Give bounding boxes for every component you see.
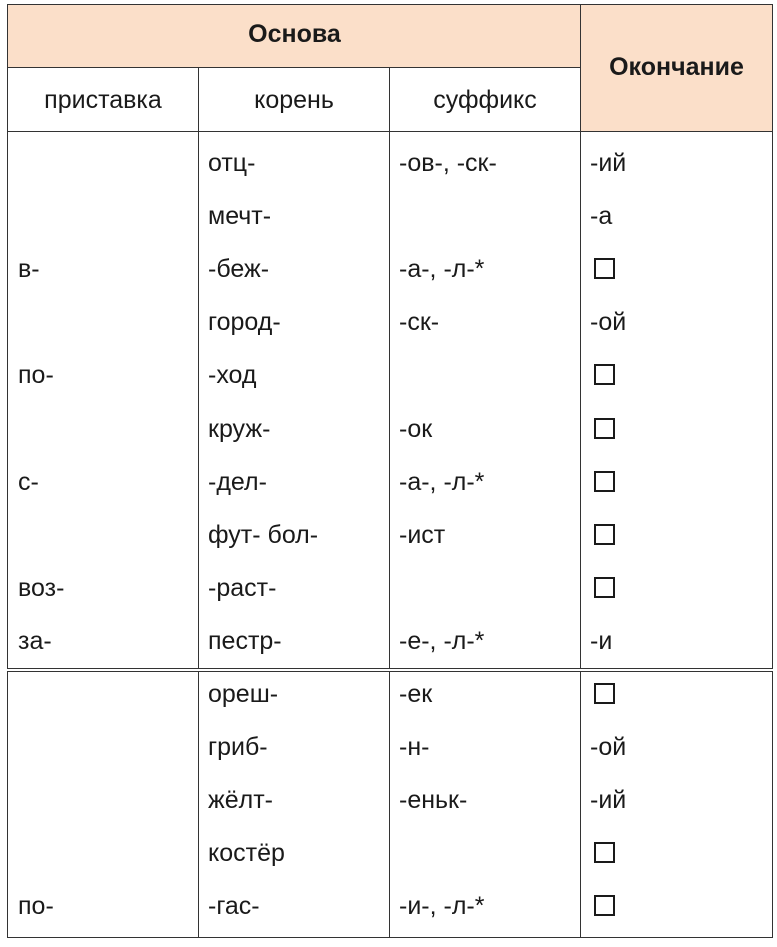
prefix-cell: в- (18, 255, 40, 284)
column-divider-1b (198, 671, 199, 938)
ending-cell: -ой (590, 308, 627, 337)
root-cell: жёлт- (208, 786, 273, 815)
ending-cell: -ий (590, 786, 627, 815)
column-divider-2b (389, 671, 390, 938)
prefix-cell: по- (18, 361, 54, 390)
header-divider-line (8, 67, 581, 68)
root-cell: -беж- (208, 255, 270, 284)
suffix-cell: -ск- (399, 308, 440, 337)
prefix-cell: воз- (18, 573, 65, 602)
table-group-2-frame (7, 671, 773, 938)
ending-cell: -и (590, 626, 613, 655)
root-cell: гриб- (208, 733, 268, 762)
root-cell: пестр- (208, 626, 282, 655)
root-cell: мечт- (208, 202, 272, 231)
header-suffiks: суффикс (433, 86, 537, 114)
ending-answer-box[interactable] (594, 842, 615, 863)
ending-answer-box[interactable] (594, 364, 615, 385)
ending-cell: -ой (590, 733, 627, 762)
ending-answer-box[interactable] (594, 524, 615, 545)
root-cell: город- (208, 308, 281, 337)
header-koren: корень (254, 86, 334, 114)
column-divider-3b (580, 671, 581, 938)
suffix-cell: -а-, -л-* (399, 467, 485, 496)
suffix-cell: -ист (399, 520, 446, 549)
header-bottom-line (8, 131, 772, 132)
header-osnova: Основа (248, 20, 341, 48)
suffix-cell: -н- (399, 733, 430, 762)
ending-answer-box[interactable] (594, 471, 615, 492)
ending-answer-box[interactable] (594, 577, 615, 598)
ending-answer-box[interactable] (594, 895, 615, 916)
header-pristavka: приставка (44, 86, 162, 114)
root-cell: ореш- (208, 680, 279, 708)
column-divider-1 (198, 67, 199, 669)
root-cell: круж- (208, 414, 271, 443)
suffix-cell: -е-, -л-* (399, 626, 485, 655)
suffix-cell: -ок (399, 414, 433, 443)
ending-answer-box[interactable] (594, 418, 615, 439)
root-cell: -раст- (208, 573, 277, 602)
suffix-cell: -а-, -л-* (399, 255, 485, 284)
ending-answer-box[interactable] (594, 683, 615, 704)
root-cell: -ход (208, 361, 257, 390)
ending-cell: -а (590, 202, 613, 231)
suffix-cell: -ов-, -ск- (399, 149, 497, 177)
prefix-cell: с- (18, 467, 39, 496)
suffix-cell: -еньк- (399, 786, 468, 815)
root-cell: отц- (208, 149, 256, 177)
prefix-cell: за- (18, 626, 52, 655)
root-cell: -дел- (208, 467, 267, 496)
root-cell: фут- бол- (208, 520, 319, 549)
ending-cell: -ий (590, 149, 627, 177)
ending-answer-box[interactable] (594, 258, 615, 279)
suffix-cell: -ек (399, 680, 433, 708)
root-cell: костёр (208, 839, 285, 868)
root-cell: -гас- (208, 892, 260, 921)
header-okonchanie: Окончание (609, 53, 744, 81)
prefix-cell: по- (18, 892, 54, 921)
column-divider-3 (580, 4, 581, 669)
column-divider-2 (389, 67, 390, 669)
suffix-cell: -и-, -л-* (399, 892, 485, 921)
